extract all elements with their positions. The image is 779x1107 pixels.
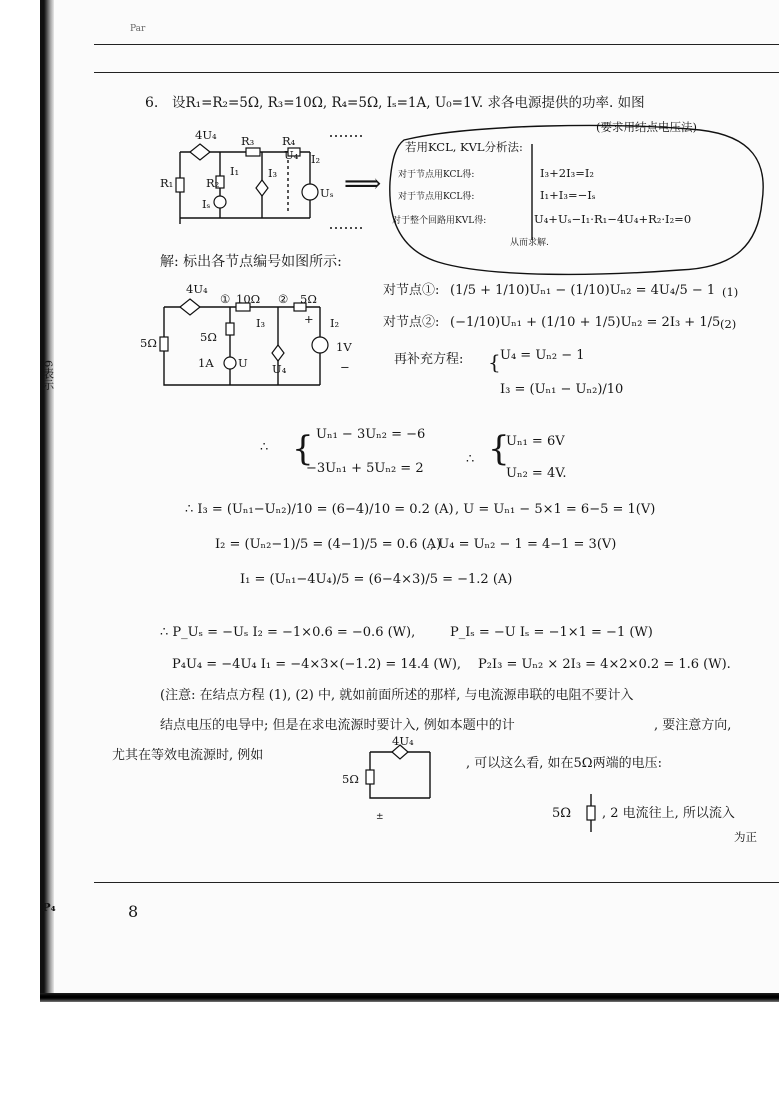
problem-number: 6. — [145, 95, 159, 111]
result-un1: Uₙ₁ = 6V — [506, 434, 565, 449]
problem-note: (要求用结点电压法) — [596, 120, 697, 134]
src-1a-label: 1A — [198, 356, 214, 370]
minus-label: − — [340, 360, 350, 374]
supp-eq-2: I₃ = (Uₙ₁ − Uₙ₂)/10 — [500, 382, 624, 397]
small-resistor — [584, 794, 598, 832]
problem-statement: 设R₁=R₂=5Ω, R₃=10Ω, R₄=5Ω, Iₛ=1A, U₀=1V. 求各电源提供的功率. 如图 — [172, 95, 645, 111]
note-line-2: 结点电压的电导中; 但是在求电流源时要计入, 例如本题中的计 — [160, 718, 515, 733]
cloud-row-2-eq: I₁+I₃=−Iₛ — [540, 188, 596, 202]
eq2: (−1/10)Uₙ₁ + (1/10 + 1/5)Uₙ₂ = 2I₃ + 1/5 — [450, 315, 721, 330]
problem-circuit-diagram — [150, 128, 370, 238]
power-us: ∴ P_Uₛ = −Uₛ I₂ = −1×0.6 = −0.6 (W), — [160, 625, 416, 640]
i1-label: I₁ — [230, 164, 240, 178]
note-line-1: (注意: 在结点方程 (1), (2) 中, 就如前面所述的那样, 与电流源串联的电阻不要计入 — [160, 688, 634, 703]
u-label: U — [238, 356, 248, 370]
fig-r-label: 5Ω — [342, 772, 359, 786]
margin-score: 6表示 — [41, 360, 56, 391]
power-is: P_Iₛ = −U Iₛ = −1×1 = −1 (W) — [450, 625, 653, 640]
r5-mid-label: 5Ω — [200, 330, 217, 344]
footer-rule — [94, 882, 779, 883]
u4-line: , U₄ = Uₙ₂ − 1 = 4−1 = 3(V) — [430, 537, 617, 552]
fig-mark: ± — [376, 812, 384, 822]
cloud-row-3-eq: U₄+Uₛ−I₁·R₁−4U₄+R₂·I₂=0 — [534, 212, 692, 226]
header-rule-top — [94, 44, 779, 45]
system-eq-2: −3Uₙ₁ + 5Uₙ₂ = 2 — [306, 461, 424, 476]
voltage-source — [302, 184, 318, 200]
fig-dep-label: 4U₄ — [392, 734, 414, 748]
node2-label: ② — [278, 292, 289, 306]
dependent-source — [180, 299, 200, 315]
system-eq-1: Uₙ₁ − 3Uₙ₂ = −6 — [316, 427, 426, 442]
us-label: Uₛ — [320, 186, 334, 200]
note-line-3b: , 可以这么看, 如在5Ω两端的电压: — [466, 756, 662, 771]
binding-edge — [40, 0, 54, 1000]
u-line: , U = Uₙ₁ − 5×1 = 6−5 = 1(V) — [455, 502, 656, 517]
note-line-3: 尤其在等效电流源时, 例如 — [112, 748, 264, 763]
last-text: , 2 电流往上, 所以流入 — [602, 806, 735, 821]
note-line-2b: , 要注意方向, — [654, 718, 732, 733]
r5-left-label: 5Ω — [140, 336, 157, 350]
eq2-label: 对节点②: — [383, 315, 440, 330]
i2-line: I₂ = (Uₙ₂−1)/5 = (4−1)/5 = 0.6 (A) — [215, 537, 442, 552]
plus-label: + — [304, 312, 314, 326]
last-end: 为正 — [734, 830, 757, 844]
therefore-2: ∴ — [466, 452, 475, 467]
i3-label: I₃ — [268, 166, 278, 180]
eq2-number: (2) — [720, 317, 737, 331]
sol-dep-label: 4U₄ — [186, 282, 208, 296]
cloud-row-1-label: 对于节点用KCL得: — [398, 170, 475, 180]
voltage-source-1v — [312, 337, 328, 353]
r4-label: R₄ — [282, 134, 296, 148]
eq1: (1/5 + 1/10)Uₙ₁ − (1/10)Uₙ₂ = 4U₄/5 − 1 — [450, 283, 716, 298]
page-number: 8 — [128, 902, 139, 921]
cloud-row-3-label: 对于整个回路用KVL得: — [392, 216, 487, 226]
header-rule-bottom — [94, 72, 779, 73]
therefore-1: ∴ — [260, 440, 269, 455]
system-brace: { — [292, 429, 314, 469]
bottom-edge — [40, 993, 779, 1002]
sol-i3-label: I₃ — [256, 316, 266, 330]
r3-label: R₃ — [241, 134, 255, 148]
solution-heading: 解: 标出各节点编号如图所示: — [160, 254, 342, 270]
node1-label: ① — [220, 292, 231, 306]
i3-line: ∴ I₃ = (Uₙ₁−Uₙ₂)/10 = (6−4)/10 = 0.2 (A) — [185, 502, 454, 517]
result-brace: { — [488, 429, 510, 469]
sol-i2-label: I₂ — [330, 316, 340, 330]
r1-label: R₁ — [160, 176, 174, 190]
r5-top-label: 5Ω — [300, 292, 317, 306]
cloud-title: 若用KCL, KVL分析法: — [405, 140, 523, 154]
cloud-row-2-label: 对于节点用KCL得: — [398, 192, 475, 202]
power-dep-current: P₂I₃ = Uₙ₂ × 2I₃ = 4×2×0.2 = 1.6 (W). — [478, 657, 731, 672]
i2-label: I₂ — [311, 152, 321, 166]
u4-label: U₄ — [284, 148, 299, 162]
implies-arrow: ⟹ — [344, 169, 382, 199]
last-r-label: 5Ω — [552, 806, 572, 821]
eq1-label: 对节点①: — [383, 283, 440, 298]
cloud-footer: 从而求解. — [510, 238, 549, 248]
result-un2: Uₙ₂ = 4V. — [506, 466, 567, 481]
supp-label: 再补充方程: — [394, 352, 464, 367]
cloud-row-1-eq: I₃+2I₃=I₂ — [540, 166, 595, 180]
header-mark: Par — [130, 24, 146, 34]
margin-bottom-tag: P₄ — [42, 900, 56, 914]
u4-label-2: U₄ — [272, 362, 287, 376]
supp-eq-1: U₄ = Uₙ₂ − 1 — [500, 348, 585, 363]
dependent-source — [190, 144, 210, 160]
eq1-number: (1) — [722, 285, 739, 299]
v1-label: 1V — [336, 340, 352, 354]
supp-brace: { — [488, 350, 501, 374]
dep-source-label: 4U₄ — [195, 128, 217, 142]
i1-line: I₁ = (Uₙ₁−4U₄)/5 = (6−4×3)/5 = −1.2 (A) — [240, 572, 513, 587]
r2-label: R₂ — [206, 176, 220, 190]
example-figure — [360, 740, 440, 802]
is-label: Iₛ — [202, 197, 211, 211]
r10-label: 10Ω — [236, 292, 261, 306]
power-dep-voltage: P₄U₄ = −4U₄ I₁ = −4×3×(−1.2) = 14.4 (W), — [172, 657, 462, 672]
